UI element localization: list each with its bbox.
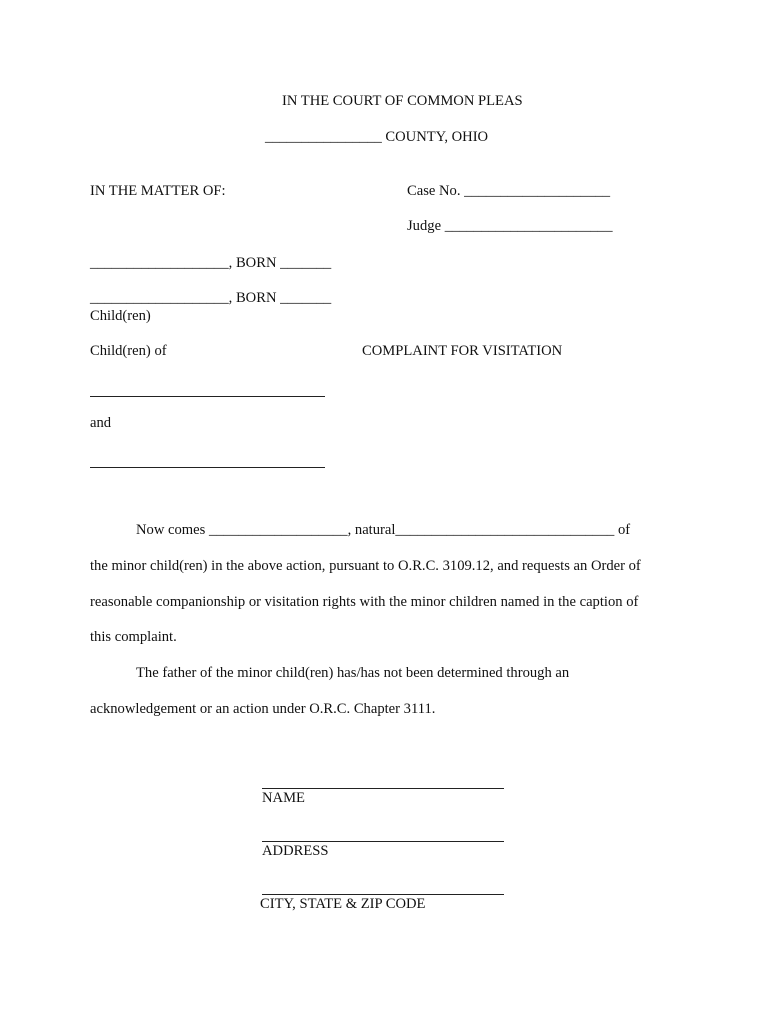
county-line: ________________ COUNTY, OHIO [265, 129, 489, 145]
matter-label: IN THE MATTER OF: [90, 183, 226, 199]
paragraph-2-line-2: acknowledgement or an action under O.R.C. Chapter 3111. [90, 701, 436, 717]
and-label: and [90, 415, 112, 431]
child-born-line-1: ___________________, BORN _______ [90, 255, 332, 271]
child-born-line-2: ___________________, BORN _______ [90, 290, 332, 306]
paragraph-2-line-1: The father of the minor child(ren) has/has not been determined through an [136, 665, 570, 681]
paragraph-1-line-2: the minor child(ren) in the above action, pursuant to O.R.C. 3109.12, and requests an Order of [90, 558, 641, 574]
judge-field: Judge _______________________ [407, 218, 613, 234]
paragraph-1-line-3: reasonable companionship or visitation rights with the minor children named in the caption of [90, 594, 639, 610]
name-label: NAME [262, 790, 305, 806]
document-title: COMPLAINT FOR VISITATION [362, 343, 563, 359]
city-state-zip-label: CITY, STATE & ZIP CODE [260, 896, 426, 912]
address-label: ADDRESS [262, 843, 329, 859]
case-number-field: Case No. ____________________ [407, 183, 611, 199]
parent-name-line-1 [90, 396, 325, 397]
children-of-label: Child(ren) of [90, 343, 167, 359]
parent-name-line-2 [90, 467, 325, 468]
court-heading: IN THE COURT OF COMMON PLEAS [282, 93, 523, 109]
children-label: Child(ren) [90, 308, 151, 324]
paragraph-1-line-4: this complaint. [90, 629, 177, 645]
paragraph-1-line-1: Now comes ___________________, natural______________________________ of [136, 522, 631, 538]
